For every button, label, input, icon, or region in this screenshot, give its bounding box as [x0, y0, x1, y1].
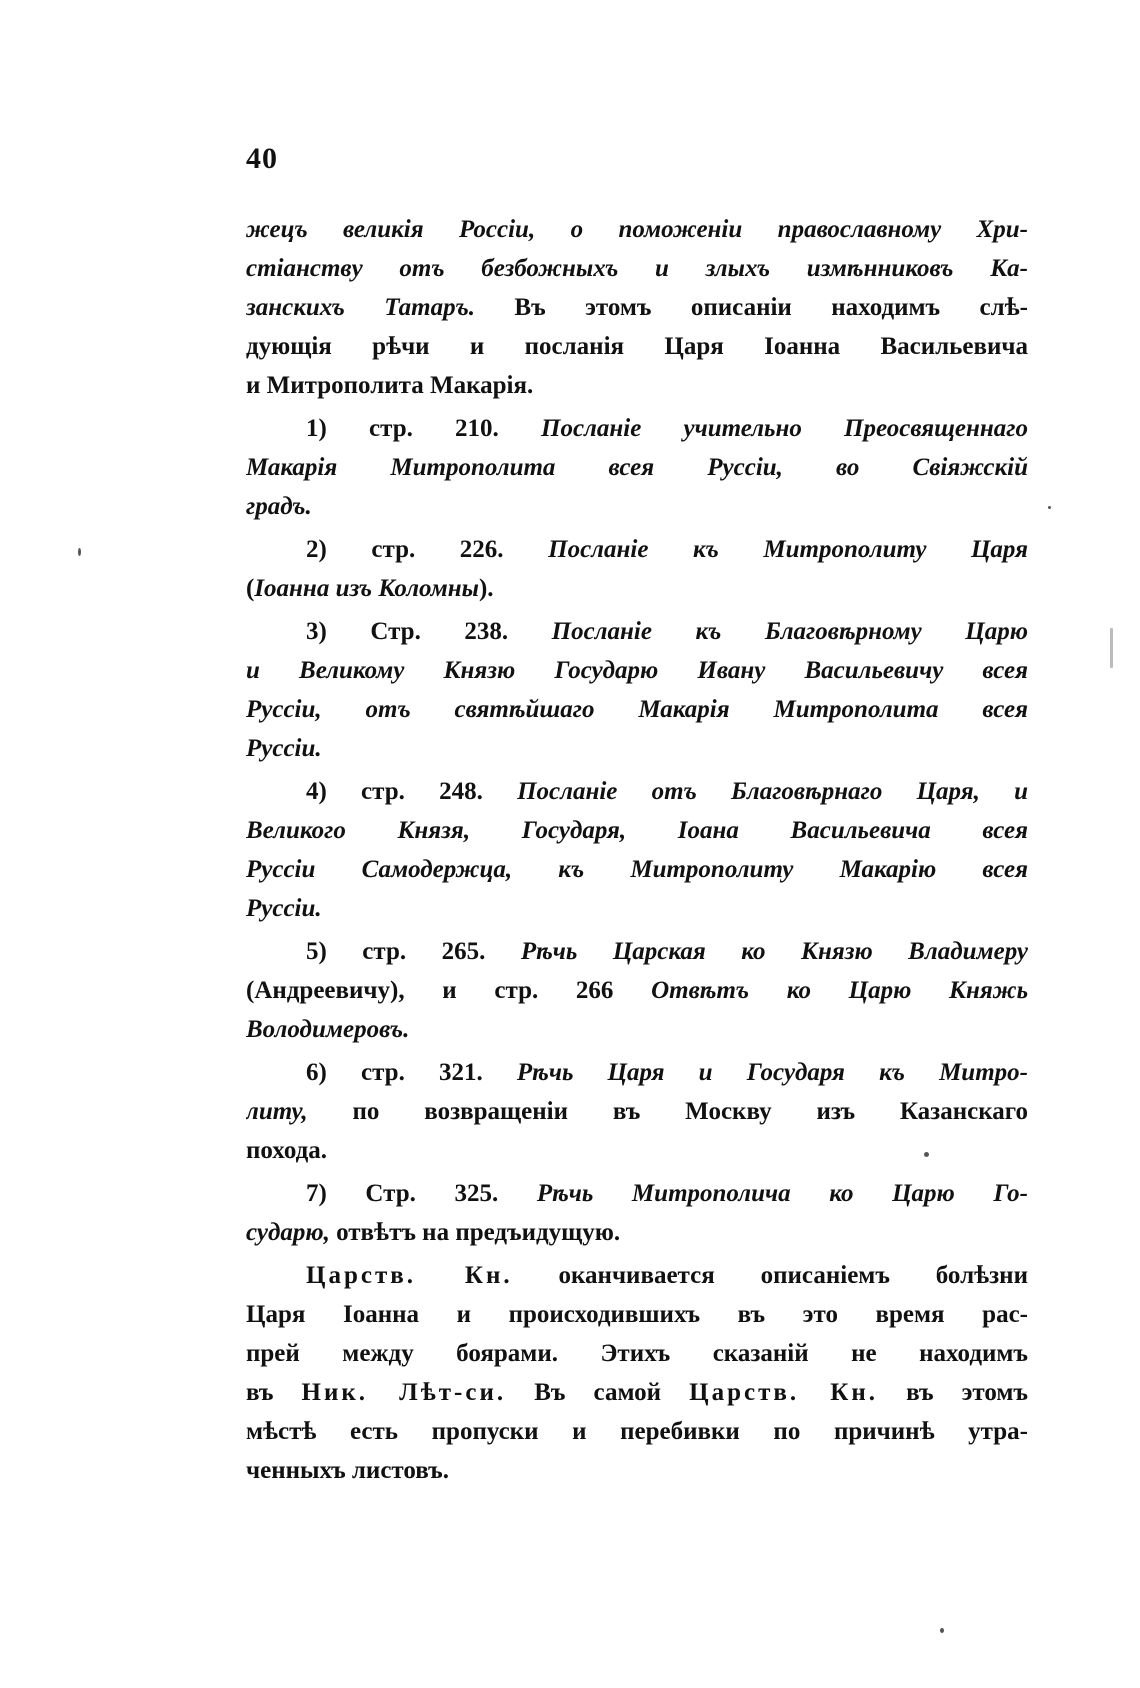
page-number: 40 [246, 142, 278, 175]
closing-paragraph-line-5: мѣстѣ есть пропуски и перебивки по причинѣ утра- [246, 1418, 1028, 1445]
list-item-4-line-4: Руссіи. [246, 895, 322, 922]
list-item-5-line-2: (Андреевичу), и стр. 266 Отвѣтъ ко Царю Княжь [246, 977, 1028, 1004]
text-line-3: занскихъ Татаръ. Въ этомъ описаніи находимъ слѣ- [246, 294, 1028, 321]
scan-speck [78, 548, 81, 556]
list-item-1-line-1: 1) стр. 210. Посланіе учительно Преосвященнаго [306, 415, 1028, 442]
list-item-4-line-2: Великого Князя, Государя, Іоана Васильевича всея [246, 817, 1028, 844]
list-item-3-line-2: и Великому Князю Государю Ивану Васильевичу всея [246, 657, 1028, 684]
list-item-3-line-3: Руссіи, отъ святѣйшаго Макарія Митрополита всея [246, 696, 1028, 723]
text-line-5: и Митрополита Макарія. [246, 372, 534, 399]
list-item-1-line-2: Макарія Митрополита всея Руссіи, во Свіяжскій [246, 454, 1028, 481]
scan-speck [1110, 628, 1113, 668]
list-item-6-line-2: литу, по возвращеніи въ Москву изъ Казанскаго [246, 1098, 1028, 1125]
scan-speck [924, 1152, 929, 1157]
closing-paragraph-line-4: въ Ник. Лѣт-си. Въ самой Царств. Кн. въ этомъ [246, 1379, 1028, 1406]
closing-paragraph-line-2: Царя Іоанна и происходившихъ въ это время рас- [246, 1301, 1028, 1328]
text-line-1: жецъ великія Россіи, о поможеніи православному Хри- [246, 216, 1028, 243]
closing-paragraph-line-6: ченныхъ листовъ. [246, 1457, 449, 1484]
list-item-3-line-4: Руссіи. [246, 735, 322, 762]
list-item-6-line-1: 6) стр. 321. Рѣчь Царя и Государя къ Митро- [306, 1059, 1028, 1086]
list-item-6-line-3: похода. [246, 1137, 328, 1164]
list-item-2-line-2: (Іоанна изъ Коломны). [246, 575, 494, 602]
list-item-1-line-3: градъ. [246, 493, 312, 520]
scan-speck [940, 1628, 944, 1633]
text-line-2: стіанству отъ безбожныхъ и злыхъ измѣнниковъ Ка- [246, 255, 1028, 282]
closing-paragraph-line-1: Царств. Кн. оканчивается описаніемъ болѣзни [306, 1262, 1028, 1289]
page-text [246, 210, 1028, 1490]
list-item-5-line-3: Володимеровъ. [246, 1016, 410, 1043]
closing-paragraph-line-3: прей между боярами. Этихъ сказаній не находимъ [246, 1340, 1028, 1367]
list-item-7-line-2: сударю, отвѣтъ на предъидущую. [246, 1219, 621, 1246]
scan-speck [1048, 506, 1051, 509]
list-item-2-line-1: 2) стр. 226. Посланіе къ Митрополиту Царя [306, 536, 1028, 563]
text-line-4: дующія рѣчи и посланія Царя Іоанна Васильевича [246, 333, 1028, 360]
list-item-4-line-1: 4) стр. 248. Посланіе отъ Благовѣрнаго Царя, и [306, 778, 1028, 805]
list-item-4-line-3: Руссіи Самодержца, къ Митрополиту Макарію всея [246, 856, 1028, 883]
list-item-5-line-1: 5) стр. 265. Рѣчь Царская ко Князю Владимеру [306, 938, 1028, 965]
list-item-7-line-1: 7) Стр. 325. Рѣчь Митрополича ко Царю Го- [306, 1180, 1028, 1207]
list-item-3-line-1: 3) Стр. 238. Посланіе къ Благовѣрному Царю [306, 618, 1028, 645]
